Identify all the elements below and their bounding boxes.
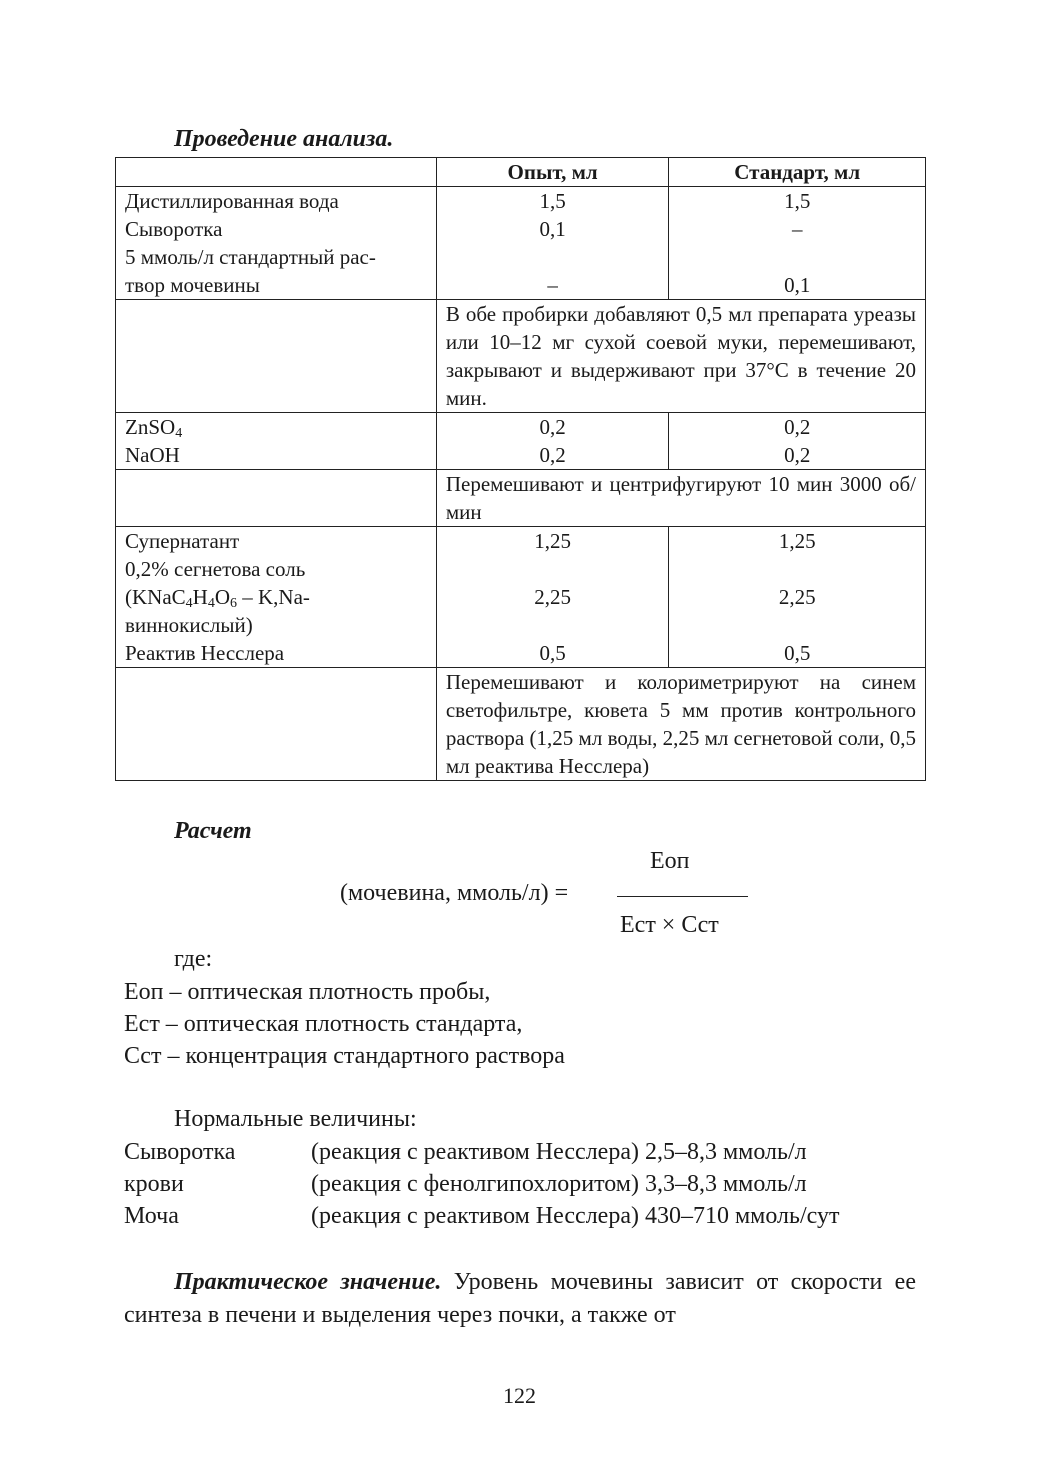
- value-cell: 0,1: [784, 273, 811, 297]
- formula-denominator: Ест × Сст: [620, 912, 719, 938]
- value-cell: [446, 243, 660, 271]
- standart-values: [669, 413, 926, 470]
- row-labels: [116, 413, 437, 470]
- label-distilled-water: Дистиллированная вода: [125, 189, 339, 213]
- standart-values: [669, 187, 926, 300]
- value-cell: [678, 555, 916, 583]
- definition-line: Сст – концентрация стандартного раствора: [124, 1043, 565, 1069]
- section-heading-analysis: Проведение анализа.: [174, 126, 394, 152]
- value-cell: 1,5: [784, 189, 811, 213]
- label-tartrate: виннокислый): [125, 613, 253, 637]
- procedure-table: [115, 157, 926, 781]
- practical-title: Практическое значение.: [174, 1269, 442, 1295]
- formula-fraction-bar: [617, 896, 748, 897]
- value-cell: [446, 611, 660, 639]
- header-opyt: Опыт, мл: [436, 158, 669, 187]
- standart-values: [669, 527, 926, 668]
- opyt-values: [436, 413, 669, 470]
- value-cell: 1,25: [778, 529, 816, 553]
- instruction-note-3: [436, 668, 925, 781]
- normal-label: крови: [124, 1171, 184, 1197]
- table-row: [116, 527, 926, 668]
- value-cell: 2,25: [534, 585, 571, 609]
- empty-cell: [116, 300, 437, 413]
- formula-subscript: 4: [175, 426, 183, 441]
- value-cell: 0,2: [784, 415, 811, 439]
- table-row: [116, 187, 926, 300]
- label-naoh: NaOH: [125, 443, 180, 467]
- page-number: 122: [503, 1383, 536, 1408]
- formula-text: (KNaC: [125, 585, 186, 609]
- table-row: [116, 470, 926, 527]
- empty-cell: [116, 668, 437, 781]
- label-standard-solution-1: 5 ммоль/л стандартный рас-: [125, 245, 376, 269]
- normal-values-title: Нормальные величины:: [174, 1106, 417, 1132]
- value-cell: 1,25: [534, 529, 571, 553]
- section-heading-calc: Расчет: [174, 818, 252, 844]
- value-cell: [446, 555, 660, 583]
- table-header-row: [116, 158, 926, 187]
- formula-subscript: 4: [185, 596, 193, 611]
- formula-text: – K,Na-: [237, 585, 310, 609]
- opyt-values: [436, 187, 669, 300]
- normal-label: Сыворотка: [124, 1139, 236, 1165]
- header-empty: [116, 158, 437, 187]
- value-cell: [678, 611, 916, 639]
- practical-text: Уровень мочевины зависит от скорости ее синтеза в печени и выделения через почки, а также от: [124, 1269, 916, 1328]
- note-text: Перемешивают и колориметрируют на синем светофильтре, кювета 5 мм против контрольного раствора (1,25 мл воды, 2,25 мл сегнетовой соли, 0,5 мл реактива Несслера): [445, 670, 916, 778]
- value-cell: 0,2: [784, 443, 811, 467]
- table-row: [116, 413, 926, 470]
- row-labels: [116, 187, 437, 300]
- formula-subscript: 6: [230, 596, 237, 611]
- label-znso4: [125, 413, 427, 441]
- normal-value: (реакция с реактивом Несслера) 430–710 ммоль/сут: [311, 1203, 840, 1229]
- definition-line: Ест – оптическая плотность стандарта,: [124, 1011, 523, 1037]
- note-text: В обе пробирки добавляют 0,5 мл препарата уреазы или 10–12 мг сухой соевой муки, перемешивают, закрывают и выдерживают при 37°С в течение 20 мин.: [445, 302, 916, 410]
- value-cell: 0,5: [539, 641, 566, 665]
- instruction-note-1: [436, 300, 925, 413]
- label-seignette-salt: 0,2% сегнетова соль: [125, 557, 306, 581]
- value-cell: 0,1: [539, 217, 566, 241]
- formula-left-side: (мочевина, ммоль/л) =: [340, 880, 569, 906]
- definition-line: Еоп – оптическая плотность пробы,: [124, 979, 491, 1005]
- value-cell: 0,5: [784, 641, 811, 665]
- label-supernatant: Супернатант: [125, 529, 240, 553]
- value-cell: –: [547, 273, 558, 297]
- instruction-note-2: [436, 470, 925, 527]
- header-standart: Стандарт, мл: [669, 158, 926, 187]
- opyt-values: [436, 527, 669, 668]
- empty-cell: [116, 470, 437, 527]
- value-cell: 0,2: [539, 415, 566, 439]
- value-cell: 0,2: [539, 443, 566, 467]
- table-row: [116, 300, 926, 413]
- table-row: [116, 668, 926, 781]
- normal-value: (реакция с фенолгипохлоритом) 3,3–8,3 ммоль/л: [311, 1171, 807, 1197]
- formula-text: H: [192, 585, 208, 609]
- label-salt-formula: [125, 583, 427, 611]
- normal-label: Моча: [124, 1203, 179, 1229]
- formula-text: ZnSO: [125, 415, 176, 439]
- row-labels: [116, 527, 437, 668]
- normal-value: (реакция с реактивом Несслера) 2,5–8,3 ммоль/л: [311, 1139, 807, 1165]
- where-label: где:: [174, 946, 213, 972]
- formula-subscript: 4: [207, 596, 215, 611]
- note-text: Перемешивают и центрифугируют 10 мин 3000 об/мин: [445, 472, 916, 524]
- label-standard-solution-2: твор мочевины: [125, 273, 260, 297]
- practical-significance-paragraph: [124, 1266, 916, 1332]
- value-cell: 1,5: [539, 189, 566, 213]
- label-nessler-reagent: Реактив Несслера: [125, 641, 285, 665]
- formula-text: O: [214, 585, 230, 609]
- label-serum: Сыворотка: [125, 217, 223, 241]
- value-cell: –: [791, 217, 803, 241]
- value-cell: 2,25: [778, 585, 816, 609]
- value-cell: [678, 243, 916, 271]
- formula-numerator: Еоп: [650, 848, 690, 874]
